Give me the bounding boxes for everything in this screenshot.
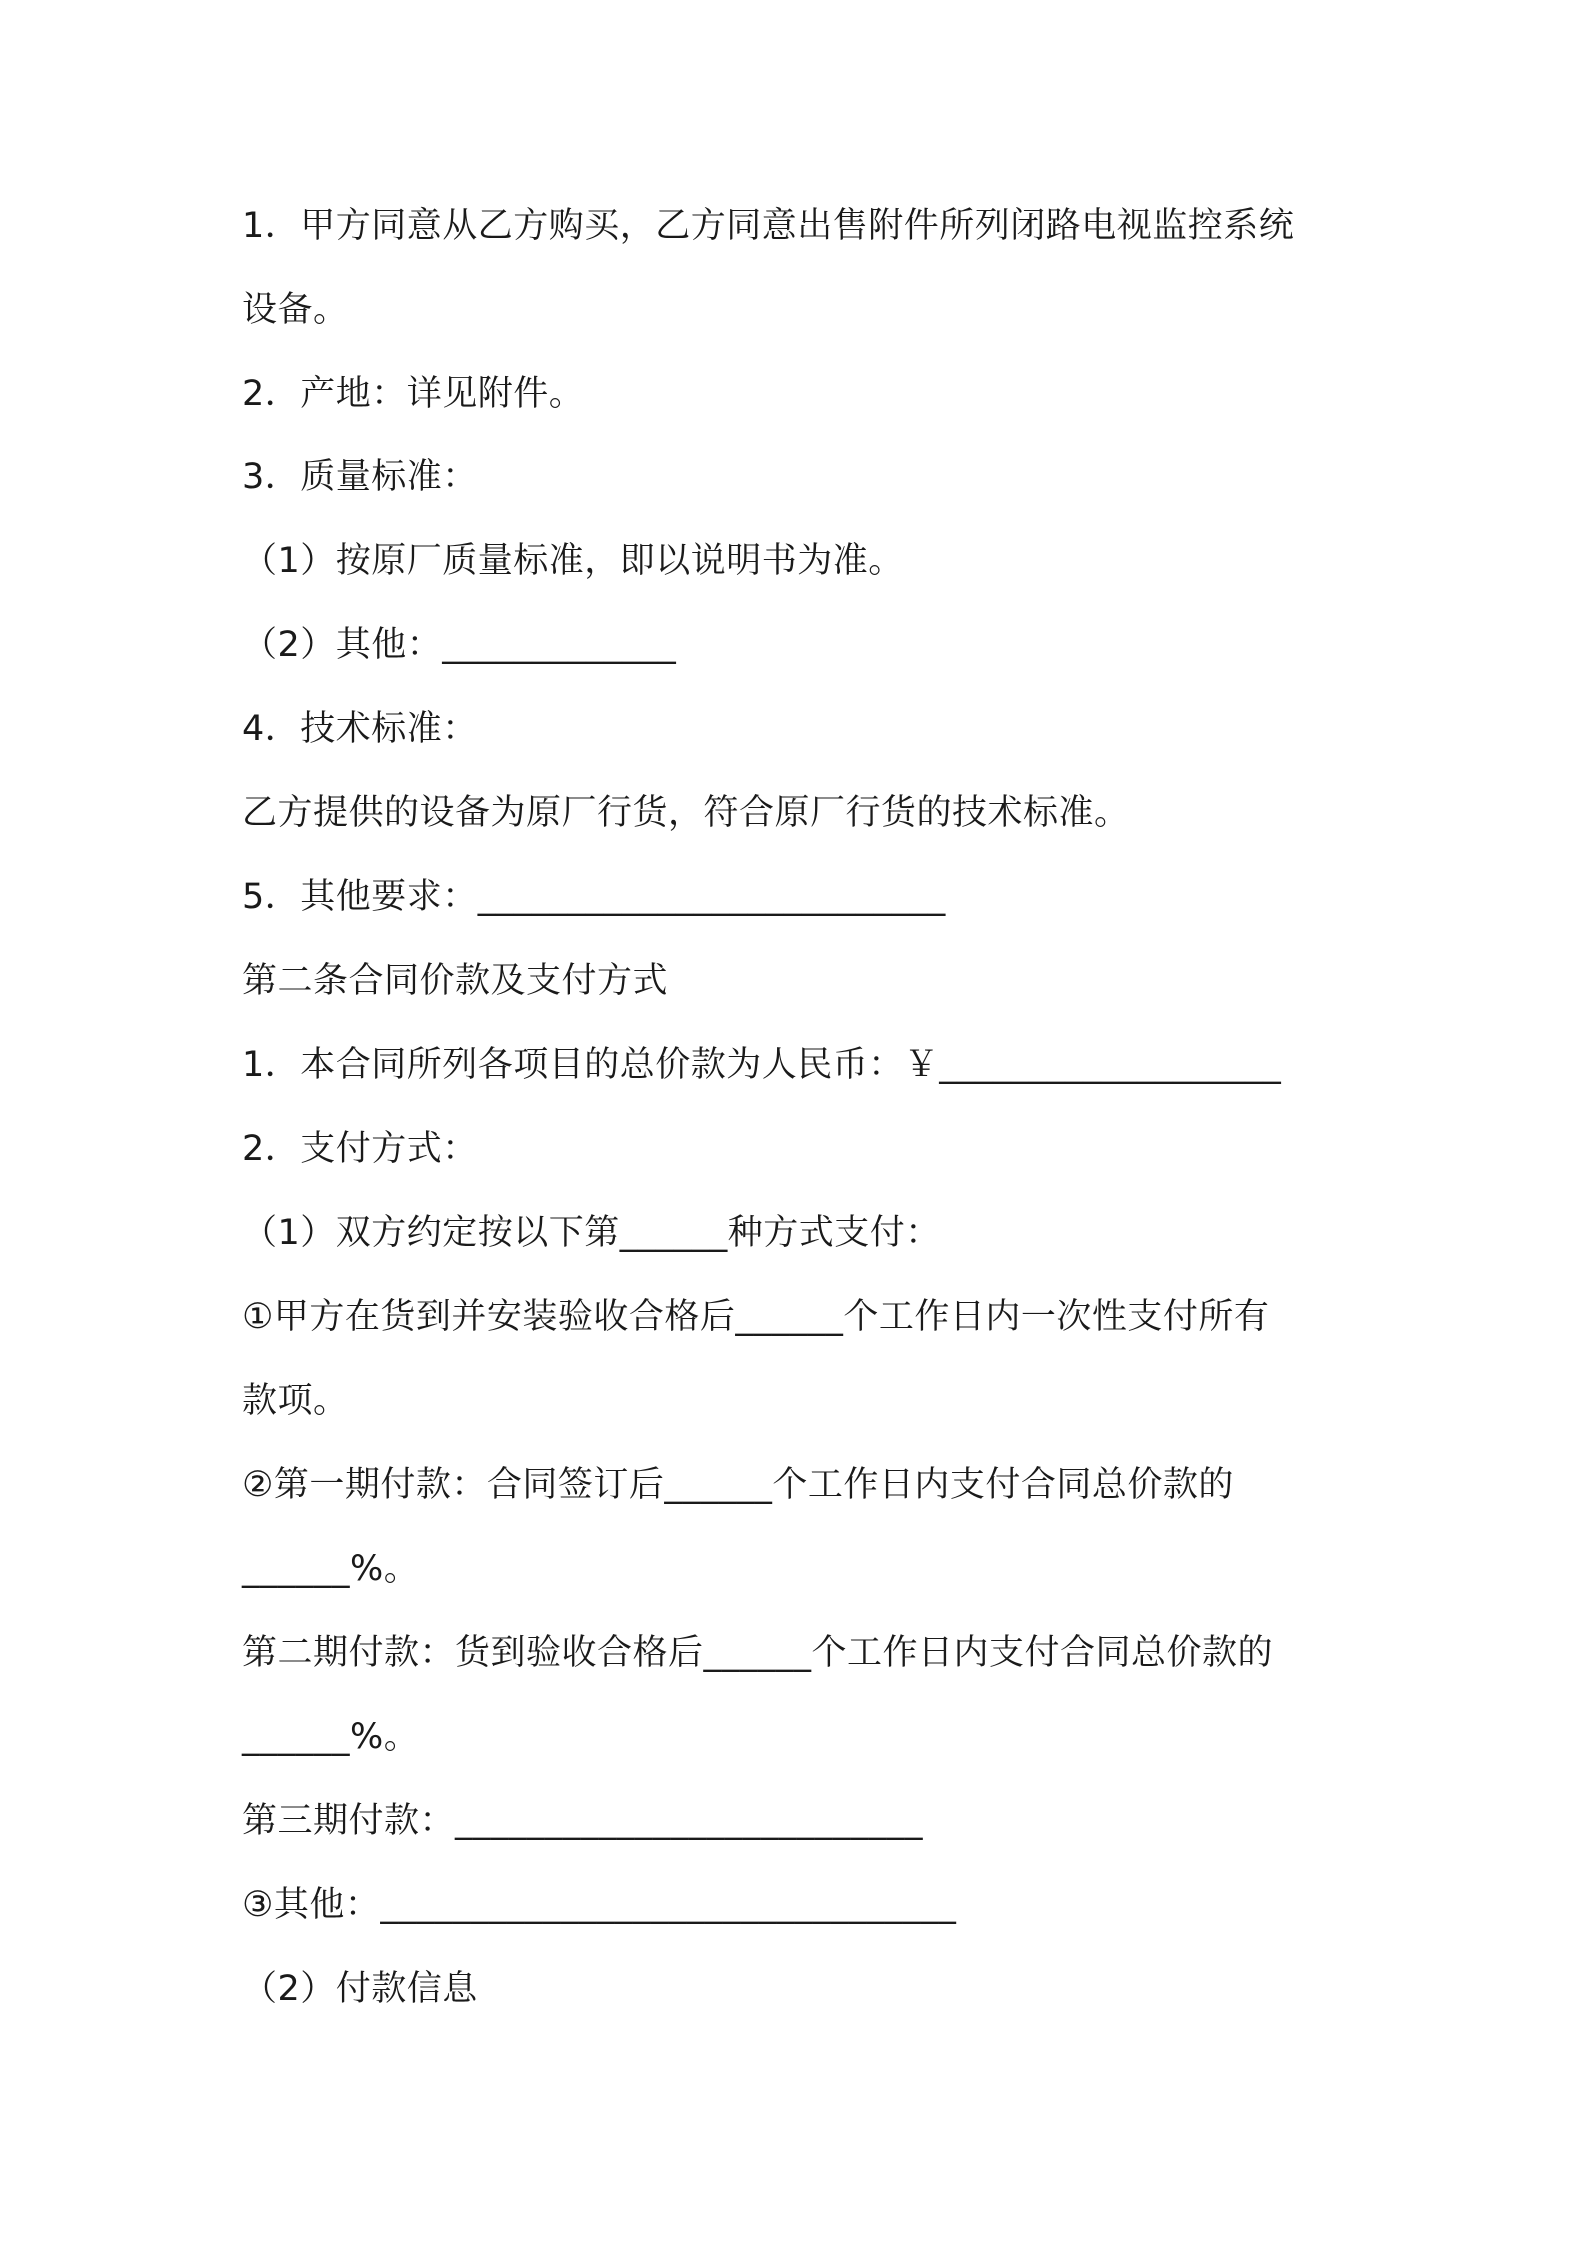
payment-option-1-line-1: ①甲方在货到并安装验收合格后______个工作日内一次性支付所有 xyxy=(242,1297,1270,1337)
payment-option-selection: （1）双方约定按以下第______种方式支付： xyxy=(242,1213,941,1253)
clause-1-purchase-line-2: 设备。 xyxy=(242,290,349,330)
third-installment-line: 第三期付款：__________________________ xyxy=(242,1801,924,1841)
payment-option-3-other: ③其他：________________________________ xyxy=(242,1885,957,1925)
clause-2-origin: 2．产地：详见附件。 xyxy=(242,374,585,414)
clause-5-other-requirements: 5．其他要求：__________________________ xyxy=(242,877,946,917)
second-installment-line-2: ______%。 xyxy=(242,1717,420,1757)
quality-item-1: （1）按原厂质量标准，即以说明书为准。 xyxy=(242,541,904,581)
clause-3-quality-heading: 3．质量标准： xyxy=(242,457,478,497)
quality-item-2: （2）其他：_____________ xyxy=(242,625,677,665)
second-installment-line-1: 第二期付款：货到验收合格后______个工作日内支付合同总价款的 xyxy=(242,1633,1274,1673)
payment-option-2-first-installment-line-2: ______%。 xyxy=(242,1549,420,1589)
clause-1-purchase-line-1: 1．甲方同意从乙方购买，乙方同意出售附件所列闭路电视监控系统 xyxy=(242,206,1295,246)
clause-4-technical-heading: 4．技术标准： xyxy=(242,709,478,749)
total-price-line: 1．本合同所列各项目的总价款为人民币：￥___________________ xyxy=(242,1045,1282,1085)
payment-option-2-first-installment-line-1: ②第一期付款：合同签订后______个工作日内支付合同总价款的 xyxy=(242,1465,1234,1505)
technical-standard-text: 乙方提供的设备为原厂行货，符合原厂行货的技术标准。 xyxy=(242,793,1130,833)
payment-option-1-line-2: 款项。 xyxy=(242,1381,349,1421)
payment-info-heading: （2）付款信息 xyxy=(242,1969,478,2009)
article-2-heading: 第二条合同价款及支付方式 xyxy=(242,961,669,1001)
payment-method-heading: 2．支付方式： xyxy=(242,1129,478,1169)
